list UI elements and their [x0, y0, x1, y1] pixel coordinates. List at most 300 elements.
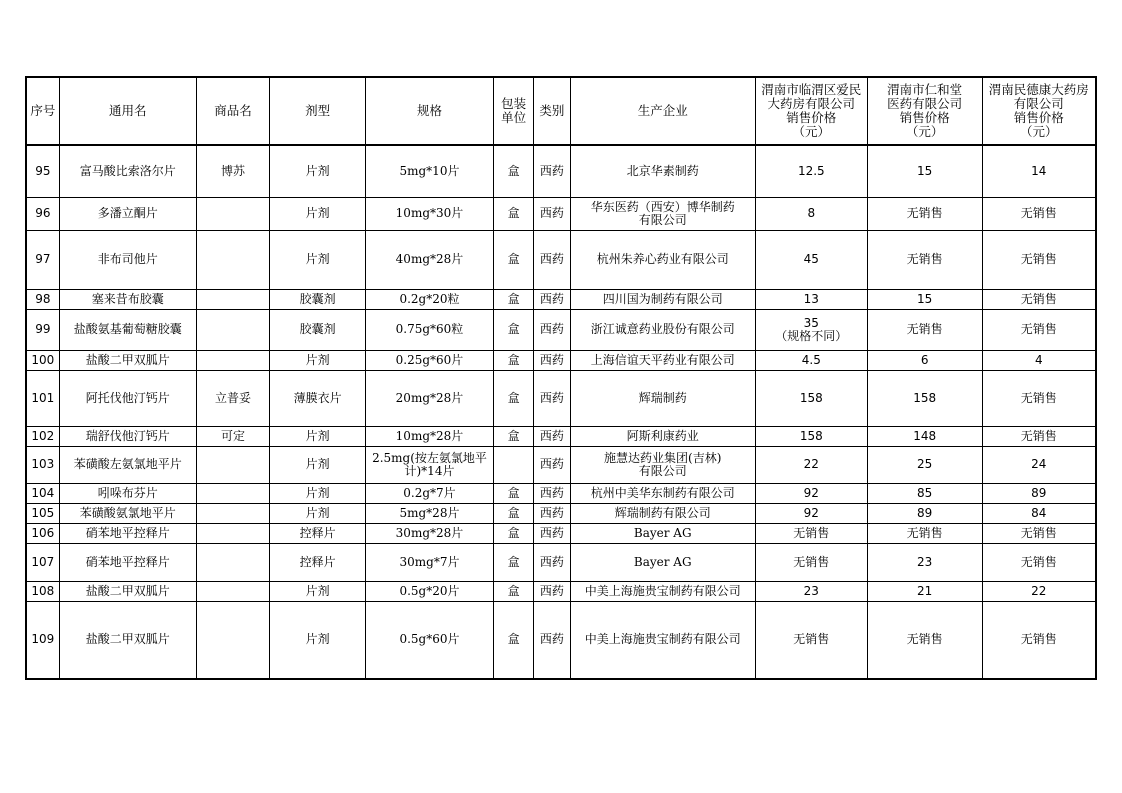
column-header-line: 剂型: [305, 103, 331, 118]
cell-text: 0.2g*20粒: [399, 291, 460, 306]
cell-text: 无销售: [1020, 632, 1057, 647]
cell-text: 盒: [507, 291, 520, 306]
table-row: [26, 446, 1096, 483]
cell-text: 无销售: [906, 322, 943, 336]
cell-generic-name: [59, 289, 196, 309]
cell-text: 148: [913, 428, 937, 443]
column-header-line: 商品名: [214, 103, 252, 118]
column-header-generic-name: [59, 77, 196, 145]
cell-text: 96: [35, 206, 51, 220]
cell-trade-name: [196, 543, 270, 581]
cell-category: [534, 197, 570, 230]
cell-package-unit: [493, 581, 533, 601]
cell-price-aimin: [755, 503, 867, 523]
cell-manufacturer: [570, 523, 755, 543]
cell-text: 无销售: [1020, 291, 1057, 306]
table-row: [26, 543, 1096, 581]
cell-category: [534, 483, 570, 503]
cell-text: 四川国为制药有限公司: [602, 291, 723, 306]
cell-text: 无销售: [906, 252, 943, 266]
cell-text: 盐酸二甲双胍片: [85, 352, 170, 367]
cell-text: 苯磺酸氨氯地平片: [79, 505, 176, 520]
cell-price-aimin: [755, 581, 867, 601]
cell-price-mindekang: [982, 581, 1096, 601]
cell-category: [534, 543, 570, 581]
cell-text: 158: [799, 390, 823, 405]
cell-text: 片剂: [305, 583, 330, 598]
column-header-line: 通用名: [108, 103, 147, 118]
cell-category: [534, 145, 570, 197]
column-header-line: （元）: [905, 124, 944, 139]
cell-text: 盐酸氨基葡萄糖胶囊: [73, 322, 182, 336]
cell-seq-no: [26, 601, 59, 679]
cell-text: 硝苯地平控释片: [85, 554, 170, 569]
cell-text: 立普妥: [215, 390, 252, 405]
cell-text: 105: [31, 505, 55, 520]
table-row: [26, 197, 1096, 230]
cell-generic-name: [59, 426, 196, 446]
cell-category: [534, 581, 570, 601]
column-header-line: 有限公司: [1013, 96, 1064, 111]
cell-category: [534, 350, 570, 370]
column-header-line: 大药房有限公司: [767, 96, 856, 111]
cell-text: 瑞舒伐他汀钙片: [85, 428, 170, 443]
cell-price-renhetang: [867, 601, 982, 679]
cell-text: 25: [917, 457, 933, 471]
cell-category: [534, 289, 570, 309]
cell-text: 无销售: [906, 206, 943, 220]
cell-manufacturer: [570, 230, 755, 289]
cell-price-mindekang: [982, 230, 1096, 289]
cell-text: 盒: [507, 554, 520, 569]
column-header-line: 类别: [539, 103, 565, 118]
cell-text: 108: [31, 583, 55, 598]
cell-price-mindekang: [982, 483, 1096, 503]
cell-specification: [366, 350, 494, 370]
cell-text: 片剂: [305, 352, 330, 367]
cell-text: 片剂: [305, 163, 330, 178]
column-header-price-mindekang: [982, 77, 1096, 145]
cell-seq-no: [26, 543, 59, 581]
cell-text: 盒: [507, 632, 520, 647]
cell-trade-name: [196, 309, 270, 350]
cell-text: 浙江诚意药业股份有限公司: [590, 322, 735, 336]
column-header-line: 序号: [30, 103, 56, 118]
cell-trade-name: [196, 601, 270, 679]
column-header-line: 销售价格: [786, 110, 837, 125]
cell-text: 计)*14片: [404, 463, 455, 478]
table-row: [26, 523, 1096, 543]
cell-price-aimin: [755, 145, 867, 197]
cell-seq-no: [26, 350, 59, 370]
cell-text: 40mg*28片: [395, 252, 464, 266]
cell-text: 可定: [221, 428, 246, 443]
cell-specification: [366, 370, 494, 426]
cell-price-renhetang: [867, 230, 982, 289]
cell-text: 无销售: [1020, 322, 1057, 336]
cell-manufacturer: [570, 446, 755, 483]
cell-generic-name: [59, 446, 196, 483]
cell-package-unit: [493, 446, 533, 483]
cell-text: 6: [920, 352, 929, 367]
cell-text: 103: [31, 457, 55, 471]
cell-text: 8: [807, 206, 816, 220]
cell-text: 上海信谊天平药业有限公司: [590, 352, 735, 367]
cell-text: 盐酸二甲双胍片: [85, 583, 170, 598]
cell-text: 胶囊剂: [299, 322, 336, 336]
cell-generic-name: [59, 503, 196, 523]
cell-manufacturer: [570, 426, 755, 446]
cell-text: 89: [1031, 485, 1047, 500]
cell-text: 中美上海施贵宝制药有限公司: [584, 632, 741, 647]
cell-text: 薄膜衣片: [293, 390, 342, 405]
cell-trade-name: [196, 230, 270, 289]
cell-price-aimin: [755, 350, 867, 370]
cell-seq-no: [26, 483, 59, 503]
cell-text: 有限公司: [638, 463, 687, 478]
cell-generic-name: [59, 350, 196, 370]
cell-text: 片剂: [305, 252, 330, 266]
table-row: [26, 581, 1096, 601]
cell-text: 35: [803, 315, 819, 330]
cell-text: 盒: [507, 322, 520, 336]
cell-text: 无销售: [793, 632, 830, 647]
cell-text: 无销售: [1020, 554, 1057, 569]
cell-specification: [366, 446, 494, 483]
cell-generic-name: [59, 601, 196, 679]
cell-text: Bayer AG: [633, 554, 692, 569]
cell-text: 西药: [539, 352, 564, 367]
cell-manufacturer: [570, 350, 755, 370]
cell-package-unit: [493, 543, 533, 581]
cell-text: Bayer AG: [633, 525, 692, 540]
cell-text: 95: [35, 163, 51, 178]
cell-category: [534, 370, 570, 426]
cell-package-unit: [493, 145, 533, 197]
cell-trade-name: [196, 370, 270, 426]
cell-specification: [366, 523, 494, 543]
cell-price-renhetang: [867, 446, 982, 483]
drug-price-table: [25, 76, 1097, 680]
cell-text: 0.2g*7片: [403, 485, 456, 500]
cell-price-mindekang: [982, 523, 1096, 543]
cell-text: 13: [803, 291, 819, 306]
cell-text: 西药: [539, 505, 564, 520]
cell-specification: [366, 483, 494, 503]
cell-specification: [366, 230, 494, 289]
cell-generic-name: [59, 145, 196, 197]
cell-specification: [366, 426, 494, 446]
column-header-specification: [366, 77, 494, 145]
cell-text: 片剂: [305, 485, 330, 500]
cell-price-mindekang: [982, 197, 1096, 230]
table-row: [26, 426, 1096, 446]
cell-seq-no: [26, 230, 59, 289]
cell-dosage-form: [270, 601, 366, 679]
cell-category: [534, 230, 570, 289]
cell-package-unit: [493, 289, 533, 309]
cell-text: 苯磺酸左氨氯地平片: [73, 457, 182, 471]
cell-price-renhetang: [867, 503, 982, 523]
cell-text: 盒: [507, 252, 520, 266]
cell-text: 158: [799, 428, 823, 443]
cell-text: 富马酸比索洛尔片: [79, 163, 176, 178]
cell-generic-name: [59, 370, 196, 426]
column-header-manufacturer: [570, 77, 755, 145]
cell-manufacturer: [570, 543, 755, 581]
cell-generic-name: [59, 523, 196, 543]
column-header-line: 销售价格: [1013, 110, 1064, 125]
cell-trade-name: [196, 503, 270, 523]
column-header-line: 规格: [416, 103, 442, 118]
cell-seq-no: [26, 145, 59, 197]
cell-text: 西药: [539, 206, 564, 220]
cell-price-renhetang: [867, 370, 982, 426]
cell-text: 盒: [507, 505, 520, 520]
column-header-line: 渭南市仁和堂: [887, 82, 963, 97]
cell-dosage-form: [270, 426, 366, 446]
column-header-package-unit: [493, 77, 533, 145]
cell-category: [534, 309, 570, 350]
cell-text: 23: [917, 554, 933, 569]
table-row: [26, 309, 1096, 350]
cell-price-mindekang: [982, 145, 1096, 197]
cell-text: 30mg*28片: [395, 525, 464, 540]
cell-trade-name: [196, 145, 270, 197]
cell-specification: [366, 289, 494, 309]
cell-seq-no: [26, 523, 59, 543]
cell-category: [534, 503, 570, 523]
cell-seq-no: [26, 426, 59, 446]
cell-category: [534, 446, 570, 483]
cell-package-unit: [493, 503, 533, 523]
table-header-row: [26, 77, 1096, 145]
cell-package-unit: [493, 350, 533, 370]
cell-text: 辉瑞制药有限公司: [614, 505, 711, 520]
cell-text: 0.5g*20片: [399, 583, 460, 598]
cell-text: 92: [803, 505, 819, 520]
cell-package-unit: [493, 370, 533, 426]
table-row: [26, 350, 1096, 370]
cell-price-mindekang: [982, 309, 1096, 350]
cell-dosage-form: [270, 523, 366, 543]
cell-text: 西药: [539, 525, 564, 540]
cell-price-mindekang: [982, 350, 1096, 370]
cell-text: 10mg*30片: [395, 206, 464, 220]
cell-text: 辉瑞制药: [638, 390, 687, 405]
cell-text: 12.5: [797, 163, 825, 178]
cell-manufacturer: [570, 581, 755, 601]
cell-seq-no: [26, 370, 59, 426]
cell-text: 无销售: [793, 554, 830, 569]
cell-text: 杭州中美华东制药有限公司: [590, 485, 735, 500]
cell-text: 西药: [539, 428, 564, 443]
cell-text: 无销售: [1020, 206, 1057, 220]
cell-price-aimin: [755, 523, 867, 543]
cell-trade-name: [196, 446, 270, 483]
cell-price-renhetang: [867, 581, 982, 601]
cell-seq-no: [26, 446, 59, 483]
cell-dosage-form: [270, 350, 366, 370]
cell-price-mindekang: [982, 289, 1096, 309]
cell-dosage-form: [270, 289, 366, 309]
cell-text: 盒: [507, 428, 520, 443]
cell-price-aimin: [755, 426, 867, 446]
cell-dosage-form: [270, 309, 366, 350]
cell-text: 0.25g*60片: [395, 352, 464, 367]
cell-text: 片剂: [305, 632, 330, 647]
cell-text: 塞来昔布胶囊: [91, 291, 164, 306]
cell-text: 99: [35, 322, 51, 336]
cell-price-aimin: [755, 289, 867, 309]
column-header-line: 单位: [501, 110, 527, 125]
cell-text: 盒: [507, 206, 520, 220]
cell-generic-name: [59, 230, 196, 289]
cell-dosage-form: [270, 503, 366, 523]
table-row: [26, 503, 1096, 523]
cell-text: 15: [917, 163, 933, 178]
table-row: [26, 601, 1096, 679]
cell-dosage-form: [270, 230, 366, 289]
cell-text: 西药: [539, 485, 564, 500]
cell-text: 21: [917, 583, 933, 598]
cell-manufacturer: [570, 503, 755, 523]
cell-text: 西药: [539, 322, 564, 336]
cell-manufacturer: [570, 483, 755, 503]
cell-text: 盒: [507, 390, 520, 405]
cell-price-renhetang: [867, 350, 982, 370]
cell-package-unit: [493, 601, 533, 679]
cell-text: 14: [1031, 163, 1047, 178]
cell-manufacturer: [570, 309, 755, 350]
cell-price-aimin: [755, 197, 867, 230]
cell-text: 109: [31, 632, 55, 647]
cell-generic-name: [59, 581, 196, 601]
cell-text: 西药: [539, 632, 564, 647]
cell-price-mindekang: [982, 370, 1096, 426]
cell-text: 西药: [539, 163, 564, 178]
cell-text: 中美上海施贵宝制药有限公司: [584, 583, 741, 598]
cell-seq-no: [26, 309, 59, 350]
cell-text: 97: [35, 252, 51, 266]
cell-package-unit: [493, 426, 533, 446]
cell-specification: [366, 309, 494, 350]
cell-text: 5mg*28片: [399, 505, 460, 520]
cell-text: 盒: [507, 583, 520, 598]
column-header-line: 生产企业: [637, 103, 688, 118]
cell-text: 15: [917, 291, 933, 306]
cell-text: 2.5mg(按左氨氯地平: [372, 450, 487, 465]
column-header-trade-name: [196, 77, 270, 145]
cell-text: 西药: [539, 554, 564, 569]
cell-text: 非布司他片: [97, 252, 158, 266]
table-row: [26, 483, 1096, 503]
cell-text: 片剂: [305, 505, 330, 520]
cell-text: 89: [917, 505, 933, 520]
cell-text: 西药: [539, 583, 564, 598]
cell-text: 无销售: [906, 632, 943, 647]
cell-manufacturer: [570, 289, 755, 309]
cell-text: 阿托伐他汀钙片: [85, 390, 170, 405]
cell-seq-no: [26, 581, 59, 601]
cell-generic-name: [59, 543, 196, 581]
column-header-price-renhetang: [867, 77, 982, 145]
table-body: [26, 145, 1096, 679]
cell-price-mindekang: [982, 543, 1096, 581]
cell-text: 西药: [539, 252, 564, 266]
cell-seq-no: [26, 197, 59, 230]
cell-text: 无销售: [906, 525, 943, 540]
cell-text: 西药: [539, 291, 564, 306]
cell-trade-name: [196, 483, 270, 503]
cell-price-renhetang: [867, 426, 982, 446]
cell-trade-name: [196, 426, 270, 446]
table-row: [26, 289, 1096, 309]
cell-dosage-form: [270, 197, 366, 230]
cell-text: 102: [31, 428, 55, 443]
cell-text: 85: [917, 485, 933, 500]
column-header-seq-no: [26, 77, 59, 145]
column-header-line: （元）: [792, 124, 831, 139]
cell-text: 片剂: [305, 428, 330, 443]
cell-text: 158: [913, 390, 937, 405]
cell-package-unit: [493, 309, 533, 350]
cell-package-unit: [493, 230, 533, 289]
cell-price-renhetang: [867, 543, 982, 581]
cell-text: 盒: [507, 525, 520, 540]
cell-text: 盒: [507, 485, 520, 500]
cell-text: 盒: [507, 163, 520, 178]
cell-text: 无销售: [793, 525, 830, 540]
column-header-line: 包装: [501, 96, 527, 111]
cell-dosage-form: [270, 543, 366, 581]
cell-trade-name: [196, 581, 270, 601]
cell-text: 101: [31, 390, 55, 405]
cell-text: 24: [1031, 457, 1047, 471]
cell-text: （规格不同）: [775, 328, 848, 343]
cell-price-renhetang: [867, 289, 982, 309]
cell-text: 20mg*28片: [395, 390, 464, 405]
cell-price-mindekang: [982, 503, 1096, 523]
cell-price-mindekang: [982, 446, 1096, 483]
cell-text: 84: [1031, 505, 1047, 520]
cell-specification: [366, 197, 494, 230]
cell-text: 无销售: [1020, 428, 1057, 443]
cell-price-renhetang: [867, 197, 982, 230]
cell-category: [534, 426, 570, 446]
cell-package-unit: [493, 483, 533, 503]
cell-text: 有限公司: [638, 212, 687, 227]
cell-price-renhetang: [867, 483, 982, 503]
cell-text: 无销售: [1020, 252, 1057, 266]
cell-text: 片剂: [305, 457, 330, 471]
column-header-line: 医药有限公司: [887, 96, 963, 111]
cell-text: 4: [1034, 352, 1043, 367]
column-header-line: （元）: [1020, 124, 1058, 139]
cell-text: 多潘立酮片: [97, 206, 158, 220]
cell-price-aimin: [755, 446, 867, 483]
cell-text: 10mg*28片: [395, 428, 464, 443]
cell-text: 盐酸二甲双胍片: [85, 632, 170, 647]
cell-specification: [366, 581, 494, 601]
column-header-line: 销售价格: [899, 110, 950, 125]
cell-price-aimin: [755, 370, 867, 426]
cell-generic-name: [59, 197, 196, 230]
cell-text: 片剂: [305, 206, 330, 220]
cell-package-unit: [493, 197, 533, 230]
cell-text: 华东医药（西安）博华制药: [590, 199, 735, 214]
column-header-price-aimin: [755, 77, 867, 145]
